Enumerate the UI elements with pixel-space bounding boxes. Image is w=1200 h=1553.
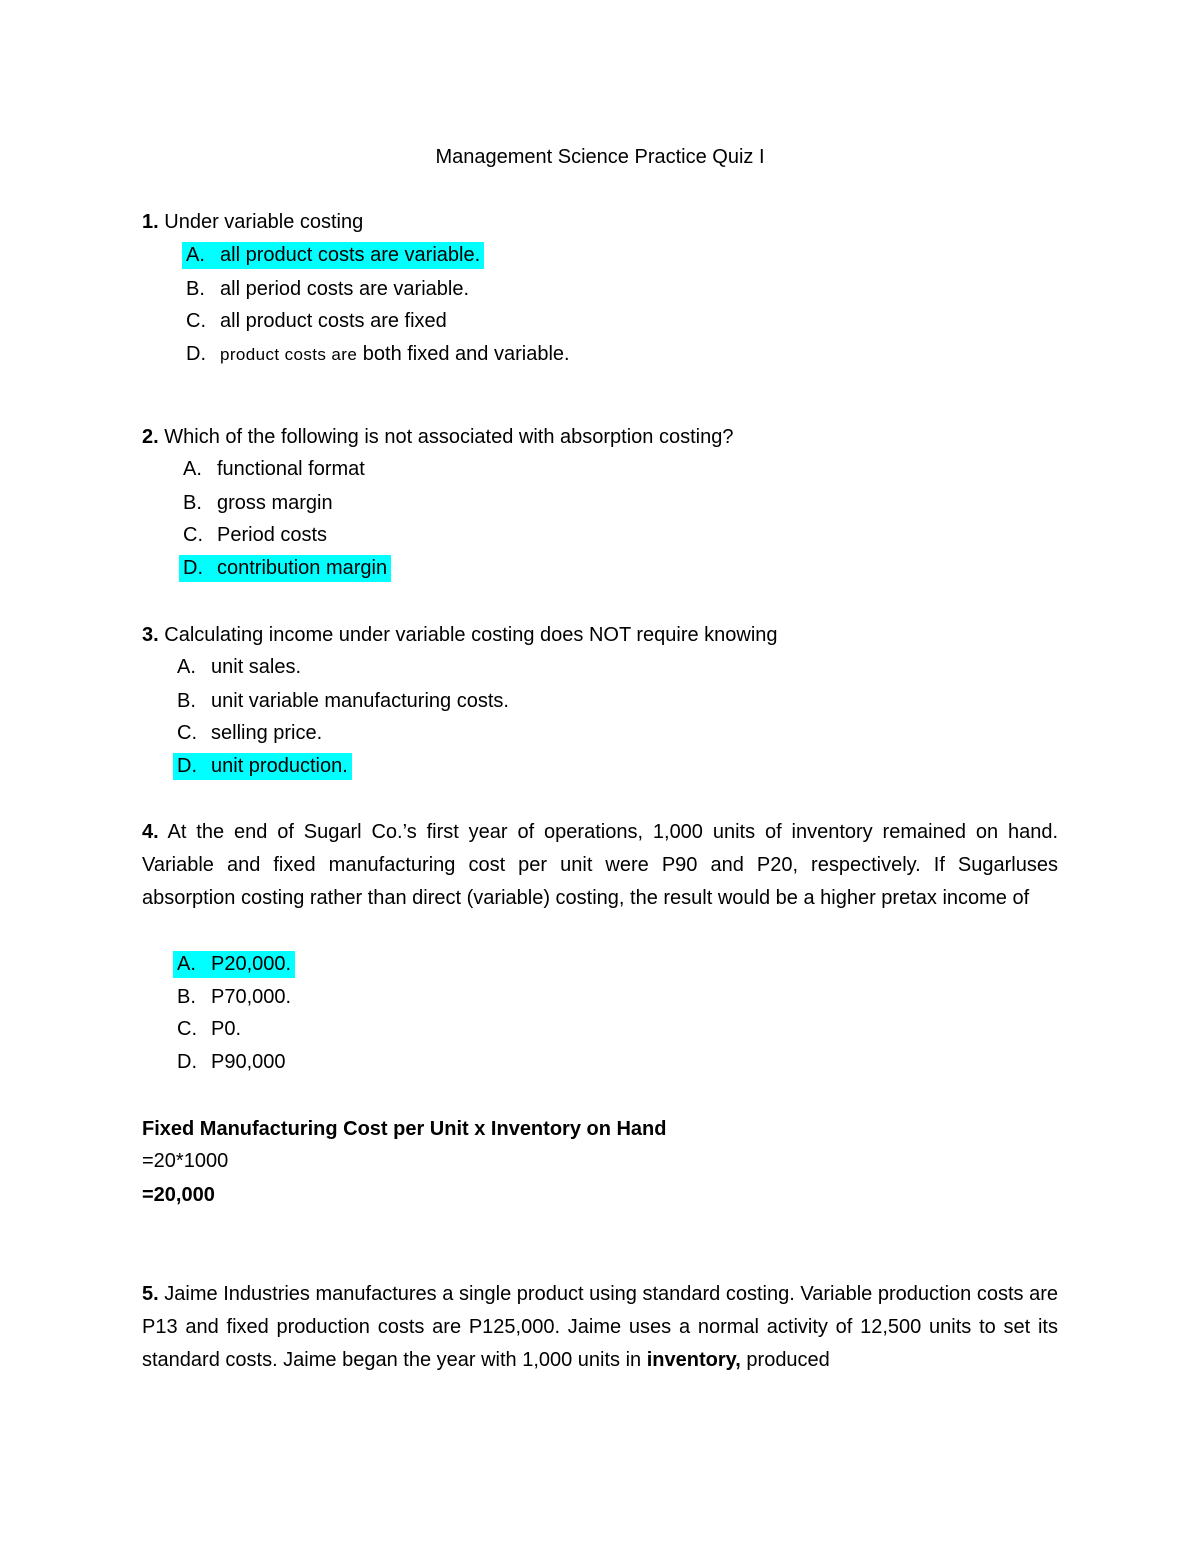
- option-text: selling price.: [211, 722, 323, 744]
- option-text: functional format: [217, 458, 365, 480]
- option-letter: D.: [186, 343, 206, 365]
- q4-option-c: [177, 1016, 241, 1042]
- answer-highlight: [173, 951, 295, 978]
- question-number: 4.: [142, 821, 159, 843]
- solution-step: =20*1000: [142, 1150, 229, 1172]
- option-letter: A.: [177, 656, 196, 678]
- option-letter: D.: [183, 557, 203, 579]
- question-stem: At the end of Sugarl Co.’s first year of operations, 1,000 units of inventory remained on hand. Variable and fixed manufacturing cost per unit were P90 and P20, respectively. If Sugarluses absorption costing rather than direct (variable) costing, the result would be a higher pretax income of: [142, 821, 1059, 909]
- option-letter: A.: [186, 244, 205, 266]
- question-4: [142, 816, 1058, 915]
- option-text: P0.: [211, 1018, 242, 1040]
- q2-option-a: [183, 456, 365, 482]
- question-1: [142, 209, 363, 235]
- page-title: Management Science Practice Quiz I: [435, 146, 765, 168]
- question-2: [142, 424, 733, 450]
- q3-option-c: [177, 720, 322, 746]
- q2-option-c: [183, 522, 327, 548]
- q3-option-d: [177, 753, 352, 779]
- question-stem: Jaime Industries manufactures a single product using standard costing. Variable production costs are P13 and fixed production costs are P125,000. Jaime uses a normal activity of 12,500 units to set its standard costs. Jaime began the year with 1,000 units in: [142, 1283, 1059, 1371]
- option-text-small: product costs are: [220, 345, 358, 364]
- option-letter: B.: [186, 278, 205, 300]
- option-text: unit variable manufacturing costs.: [211, 690, 509, 712]
- option-text: all period costs are variable.: [220, 278, 470, 300]
- option-letter: D.: [177, 755, 197, 777]
- option-text: P20,000.: [211, 953, 292, 975]
- q4-option-a: [177, 951, 295, 977]
- question-number: 5.: [142, 1283, 159, 1305]
- option-text: all product costs are variable.: [220, 244, 481, 266]
- q1-option-b: [186, 276, 469, 302]
- option-letter: C.: [186, 310, 206, 332]
- question-3: [142, 622, 778, 648]
- answer-highlight: [173, 753, 352, 780]
- q2-option-d: [183, 555, 391, 581]
- question-number: 3.: [142, 624, 159, 646]
- option-text: P90,000: [211, 1051, 286, 1073]
- option-letter: A.: [183, 458, 202, 480]
- q1-option-d: [186, 341, 570, 368]
- option-letter: D.: [177, 1051, 197, 1073]
- option-letter: C.: [183, 524, 203, 546]
- q4-option-d: [177, 1049, 286, 1075]
- answer-highlight: [182, 242, 484, 269]
- question-number: 2.: [142, 426, 159, 448]
- solution-heading: Fixed Manufacturing Cost per Unit x Inventory on Hand: [142, 1118, 667, 1140]
- answer-highlight: [179, 555, 391, 582]
- option-text: gross margin: [217, 492, 333, 514]
- question-stem-emphasis: inventory,: [646, 1349, 741, 1371]
- question-stem: Under variable costing: [164, 211, 364, 233]
- option-letter: B.: [183, 492, 202, 514]
- solution-result: =20,000: [142, 1184, 215, 1206]
- option-letter: A.: [177, 953, 196, 975]
- question-number: 1.: [142, 211, 159, 233]
- option-text: unit production.: [211, 755, 348, 777]
- question-stem: Which of the following is not associated with absorption costing?: [164, 426, 734, 448]
- question-5: [142, 1278, 1058, 1377]
- option-letter: B.: [177, 986, 196, 1008]
- q3-option-b: [177, 688, 509, 714]
- option-letter: B.: [177, 690, 196, 712]
- question-stem: Calculating income under variable costing does NOT require knowing: [164, 624, 778, 646]
- q3-option-a: [177, 654, 301, 680]
- option-letter: C.: [177, 722, 197, 744]
- option-text: P70,000.: [211, 986, 292, 1008]
- option-letter: C.: [177, 1018, 197, 1040]
- option-text: unit sales.: [211, 656, 302, 678]
- option-text: contribution margin: [217, 557, 388, 579]
- question-stem-continued: produced: [746, 1349, 830, 1371]
- option-text: both fixed and variable.: [362, 343, 570, 365]
- q4-option-b: [177, 984, 291, 1010]
- option-text: Period costs: [217, 524, 328, 546]
- q2-option-b: [183, 490, 333, 516]
- q1-option-a: [186, 242, 484, 268]
- q1-option-c: [186, 308, 447, 334]
- option-text: all product costs are fixed: [220, 310, 447, 332]
